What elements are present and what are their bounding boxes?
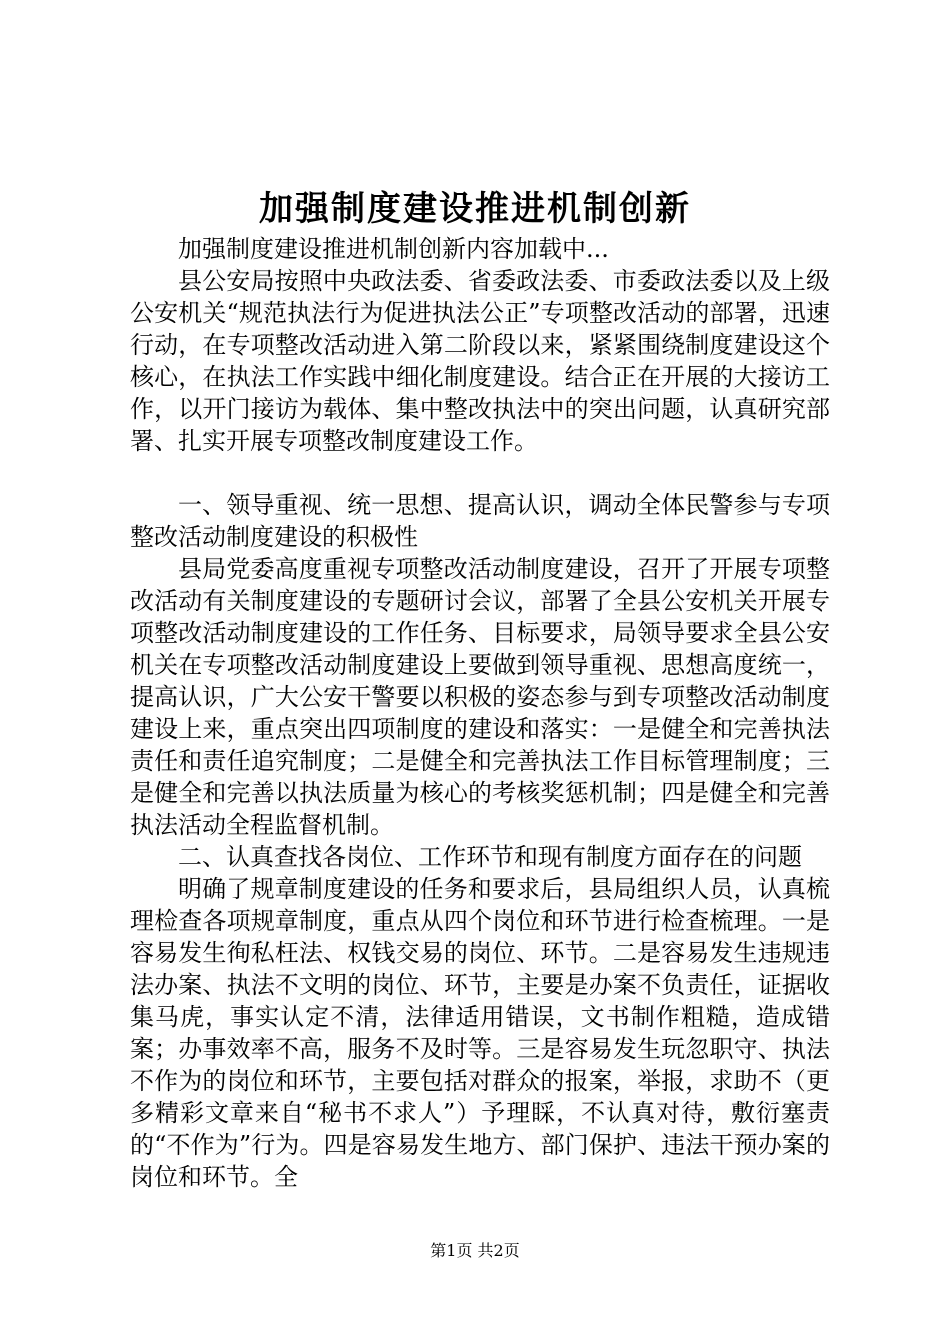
intro-paragraph: 县公安局按照中央政法委、省委政法委、市委政法委以及上级公安机关“规范执法行为促进执法公正”专项整改活动的部署，迅速行动，在专项整改活动进入第二阶段以来，紧紧围绕制度建设这个核心，在执法工作实践中细化制度建设。结合正在开展的大接访工作，以开门接访为载体、集中整改执法中的突出问题，认真研究部署、扎实开展专项整改制度建设工作。: [130, 267, 830, 455]
section-heading-2: 二、认真查找各岗位、工作环节和现有制度方面存在的问题: [178, 843, 802, 871]
section-1-paragraph: 县局党委高度重视专项整改活动制度建设，召开了开展专项整改活动有关制度建设的专题研讨会议，部署了全县公安机关开展专项整改活动制度建设的工作任务、目标要求，局领导要求全县公安机关在专项整改活动制度建设上要做到领导重视、思想高度统一，提高认识，广大公安干警要以积极的姿态参与到专项整改活动制度建设上来，重点突出四项制度的建设和落实：一是健全和完善执法责任和责任追究制度；二是健全和完善执法工作目标管理制度；三是健全和完善以执法质量为核心的考核奖惩机制；四是健全和完善执法活动全程监督机制。: [130, 555, 830, 839]
document-body: [130, 233, 830, 1193]
document-title: 加强制度建设推进机制创新: [259, 189, 691, 229]
page-footer: 第1页 共2页: [430, 1241, 520, 1260]
section-heading-1: 一、领导重视、统一思想、提高认识，调动全体民警参与专项整改活动制度建设的积极性: [130, 491, 830, 551]
loading-note-paragraph: 加强制度建设推进机制创新内容加载中...: [178, 235, 609, 263]
section-2-paragraph: 明确了规章制度建设的任务和要求后，县局组织人员，认真梳理检查各项规章制度，重点从四个岗位和环节进行检查梳理。一是容易发生徇私枉法、权钱交易的岗位、环节。二是容易发生违规违法办案、执法不文明的岗位、环节，主要是办案不负责任，证据收集马虎，事实认定不清，法律适用错误，文书制作粗糙，造成错案；办事效率不高，服务不及时等。三是容易发生玩忽职守、执法不作为的岗位和环节，主要包括对群众的报案，举报，求助不（更多精彩文章来自“秘书不求人”）予理睬，不认真对待，敷衍塞责的“不作为”行为。四是容易发生地方、部门保护、违法干预办案的岗位和环节。全: [130, 875, 830, 1191]
